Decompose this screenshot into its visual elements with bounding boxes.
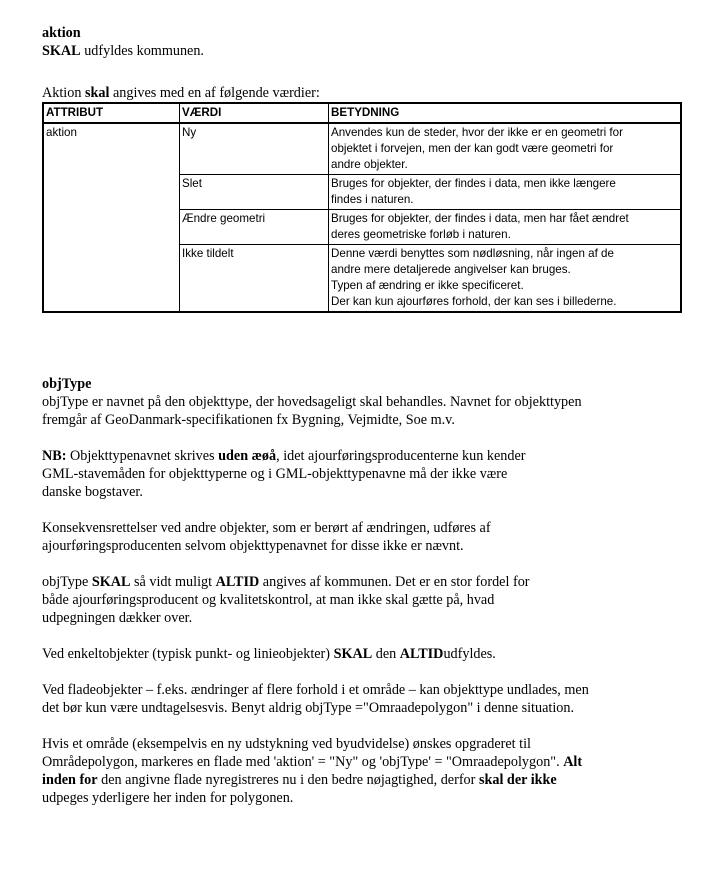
header-attribut: ATTRIBUT — [43, 103, 180, 123]
meaning-cell: Bruges for objekter, der findes i data, men ikke længere findes i naturen. — [329, 175, 682, 210]
objtype-paragraph-4: objType SKAL så vidt muligt ALTID angives af kommunen. Det er en stor fordel for både ajourføringsproducent og kvalitetskontrol, at man ikke skal gætte på, hvad udpegningen dækker over. — [42, 574, 530, 626]
objtype-paragraph-5: Ved enkeltobjekter (typisk punkt- og linieobjekter) SKAL den ALTIDudfyldes. — [42, 646, 496, 662]
header-betydning: BETYDNING — [329, 103, 682, 123]
aktion-values-table — [42, 102, 682, 313]
section-title-aktion: aktion — [42, 25, 81, 41]
meaning-cell: Bruges for objekter, der findes i data, men har fået ændret deres geometriske forløb i naturen. — [329, 210, 682, 245]
value-cell: Ikke tildelt — [180, 245, 329, 313]
document-page — [42, 24, 692, 807]
value-cell: Slet — [180, 175, 329, 210]
section-aktion — [42, 24, 692, 313]
objtype-paragraph-3: Konsekvensrettelser ved andre objekter, som er berørt af ændringen, udføres af ajourføringsproducenten selvom objekttypenavnet for disse ikke er nævnt. — [42, 520, 491, 554]
objtype-paragraph-1: objType er navnet på den objekttype, der hovedsageligt skal behandles. Navnet for objekttypen fremgår af GeoDanmark-specifikationen fx Bygning, Vejmidte, Soe m.v. — [42, 394, 582, 428]
value-cell: Ændre geometri — [180, 210, 329, 245]
meaning-cell: Denne værdi benyttes som nødløsning, når ingen af de andre mere detaljerede angivelser kan bruges. Typen af ændring er ikke specificeret. Der kan kun ajourføres forhold, der kan ses i billederne. — [329, 245, 682, 313]
table-header-row — [43, 103, 681, 123]
header-vaerdi: VÆRDI — [180, 103, 329, 123]
objtype-paragraph-nb: NB: Objekttypenavnet skrives uden æøå, idet ajourføringsproducenterne kun kender GML-stavemåden for objekttyperne og i GML-objekttypenavne må der ikke være danske bogstaver. — [42, 448, 526, 500]
meaning-cell: Anvendes kun de steder, hvor der ikke er en geometri for objektet i forvejen, men der kan godt være geometri for andre objekter. — [329, 123, 682, 175]
objtype-paragraph-7: Hvis et område (eksempelvis en ny udstykning ved byudvidelse) ønskes opgraderet til Områdepolygon, markeres en flade med 'aktion' = "Ny" og 'objType' = "Omraadepolygon". Alt inden for den angivne flade nyregistreres nu i den bedre nøjagtighed, derfor skal der ikke udpeges yderligere her inden for polygonen. — [42, 736, 583, 806]
value-cell: Ny — [180, 123, 329, 175]
table-row — [43, 123, 681, 175]
attribute-cell: aktion — [43, 123, 180, 312]
objtype-paragraph-6: Ved fladeobjekter – f.eks. ændringer af flere forhold i et område – kan objekttype undlades, men det bør kun være undtagelsesvis. Benyt aldrig objType ="Omraadepolygon" i denne situation. — [42, 682, 589, 716]
section-title-objtype: objType — [42, 376, 92, 392]
aktion-requirement: SKAL udfyldes kommunen. — [42, 43, 204, 59]
aktion-intro: Aktion skal angives med en af følgende værdier: — [42, 85, 320, 101]
section-objtype — [42, 375, 692, 807]
